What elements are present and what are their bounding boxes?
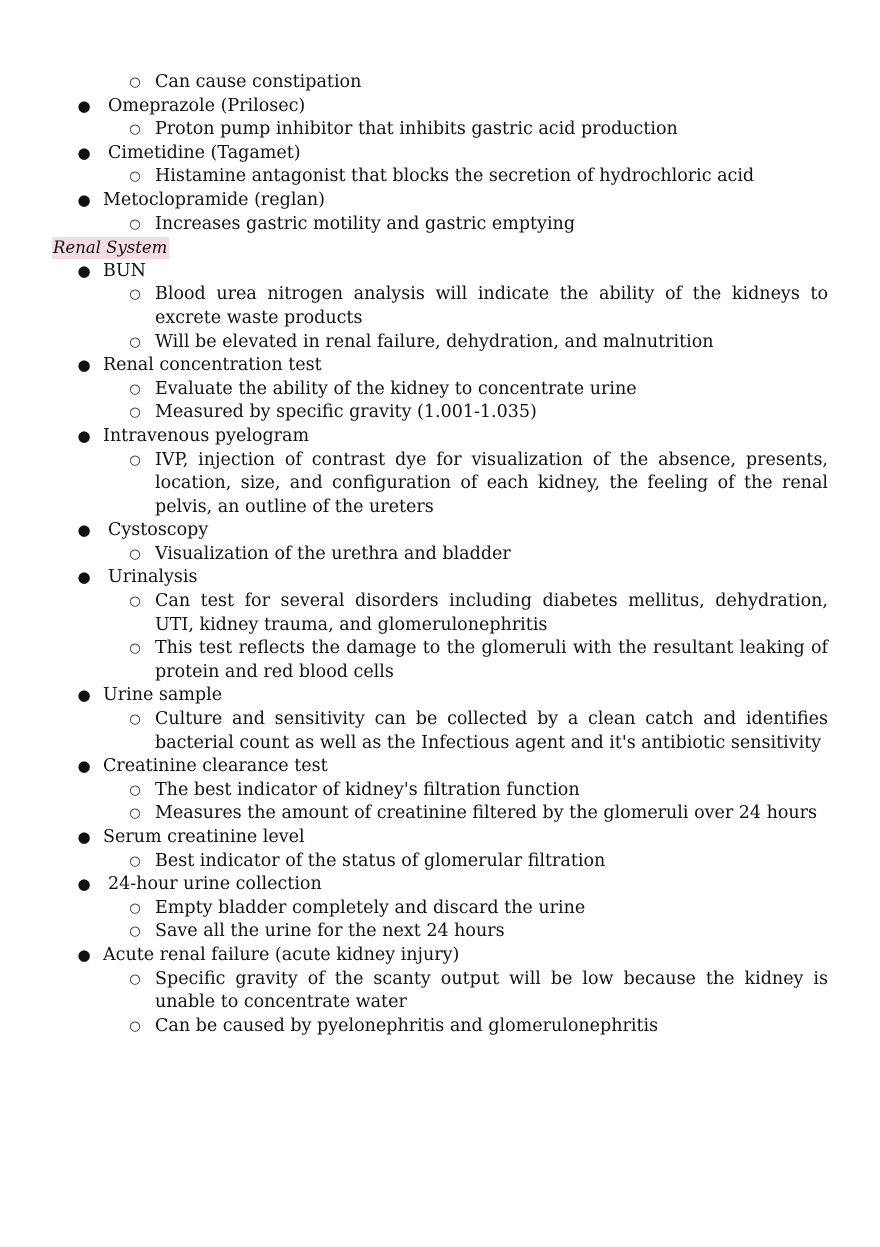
bullet-text: Cimetidine (Tagamet) (108, 142, 301, 163)
filled-bullet-icon: ● (77, 261, 91, 280)
sub-bullet-item (0, 165, 880, 189)
sub-bullet-text: Culture and sensitivity can be collected by a clean catch and identifies bacterial count as well as the Infectious agent and it's antibiotic sensitivity (155, 709, 828, 753)
sub-bullet-text: IVP, injection of contrast dye for visualization of the absence, presents, location, size, and configuration of each kidney, the feeling of the renal pelvis, an outline of the ureters (155, 449, 828, 517)
document-page (0, 71, 880, 1038)
hollow-bullet-icon: ○ (129, 924, 141, 940)
sub-bullet-text: Can cause constipation (155, 72, 362, 92)
bullet-item (0, 873, 880, 897)
sub-bullet-item (0, 378, 880, 402)
filled-bullet-icon: ● (77, 190, 91, 209)
hollow-bullet-icon: ○ (129, 546, 141, 562)
bullet-item (0, 354, 880, 378)
filled-bullet-icon: ● (77, 426, 91, 445)
filled-bullet-icon: ● (77, 96, 91, 115)
bullet-item (0, 95, 880, 119)
sub-bullet-item (0, 118, 880, 142)
bullet-text: Renal concentration test (103, 355, 322, 376)
section-heading-text: Renal System (53, 238, 168, 258)
sub-bullet-text: Can be caused by pyelonephritis and glomerulonephritis (155, 1015, 659, 1036)
hollow-bullet-icon: ○ (129, 334, 141, 350)
filled-bullet-icon: ● (77, 143, 91, 162)
bullet-text: BUN (103, 260, 146, 281)
sub-bullet-text: Will be elevated in renal failure, dehydration, and malnutrition (155, 331, 714, 352)
sub-bullet-item (0, 213, 880, 237)
sub-bullet-item (0, 283, 880, 330)
hollow-bullet-icon: ○ (129, 806, 141, 822)
hollow-bullet-icon: ○ (129, 641, 141, 657)
bullet-text: Intravenous pyelogram (103, 425, 310, 446)
filled-bullet-icon: ● (77, 356, 91, 375)
hollow-bullet-icon: ○ (129, 712, 141, 728)
section-heading (0, 236, 880, 260)
sub-bullet-text: Blood urea nitrogen analysis will indicate the ability of the kidneys to excrete waste products (155, 284, 828, 328)
bullet-item (0, 566, 880, 590)
sub-bullet-item (0, 401, 880, 425)
sub-bullet-text: Evaluate the ability of the kidney to concentrate urine (155, 378, 637, 399)
bullet-item (0, 189, 880, 213)
bullet-item (0, 684, 880, 708)
sub-bullet-text: Specific gravity of the scanty output will be low because the kidney is unable to concentrate water (155, 968, 828, 1013)
bullet-text: Urinalysis (108, 567, 198, 588)
sub-bullet-item (0, 779, 880, 803)
hollow-bullet-icon: ○ (129, 853, 141, 869)
sub-bullet-item (0, 331, 880, 355)
hollow-bullet-icon: ○ (129, 169, 141, 185)
hollow-bullet-icon: ○ (129, 122, 141, 138)
bullet-text: Cystoscopy (108, 520, 209, 541)
sub-bullet-item (0, 590, 880, 637)
filled-bullet-icon: ● (77, 828, 91, 847)
hollow-bullet-icon: ○ (129, 75, 141, 90)
hollow-bullet-icon: ○ (129, 405, 141, 421)
hollow-bullet-icon: ○ (129, 452, 141, 468)
sub-bullet-item (0, 802, 880, 826)
sub-bullet-text: Measures the amount of creatinine filtered by the glomeruli over 24 hours (155, 803, 818, 824)
sub-bullet-text: Empty bladder completely and discard the urine (155, 897, 586, 918)
filled-bullet-icon: ● (77, 875, 91, 894)
hollow-bullet-icon: ○ (129, 287, 141, 303)
bullet-text: Creatinine clearance test (103, 756, 328, 777)
filled-bullet-icon: ● (77, 568, 91, 587)
sub-bullet-item (0, 968, 880, 1015)
sub-bullet-item (0, 850, 880, 874)
sub-bullet-text: Best indicator of the status of glomerular filtration (155, 850, 606, 871)
sub-bullet-text: Measured by specific gravity (1.001-1.035) (155, 402, 537, 423)
bullet-item (0, 425, 880, 449)
hollow-bullet-icon: ○ (129, 971, 141, 987)
sub-bullet-text: Proton pump inhibitor that inhibits gastric acid production (155, 119, 678, 140)
sub-bullet-text: Visualization of the urethra and bladder (155, 543, 511, 564)
bullet-text: Omeprazole (Prilosec) (108, 95, 306, 116)
bullet-item (0, 826, 880, 850)
sub-bullet-item (0, 449, 880, 520)
sub-bullet-text: This test reflects the damage to the glomeruli with the resultant leaking of protein and red blood cells (155, 638, 828, 682)
filled-bullet-icon: ● (77, 757, 91, 776)
filled-bullet-icon: ● (77, 686, 91, 705)
sub-bullet-text: Increases gastric motility and gastric emptying (155, 213, 576, 234)
bullet-text: Acute renal failure (acute kidney injury) (103, 944, 460, 965)
bullet-item (0, 260, 880, 284)
sub-bullet-text: Can test for several disorders including diabetes mellitus, dehydration, UTI, kidney trauma, and glomerulonephritis (155, 591, 828, 635)
sub-bullet-item (0, 71, 880, 95)
sub-bullet-item (0, 708, 880, 755)
hollow-bullet-icon: ○ (129, 782, 141, 798)
bullet-text: Metoclopramide (reglan) (103, 189, 325, 210)
bullet-item (0, 142, 880, 166)
sub-bullet-item (0, 1015, 880, 1039)
hollow-bullet-icon: ○ (129, 900, 141, 916)
hollow-bullet-icon: ○ (129, 381, 141, 397)
sub-bullet-text: Histamine antagonist that blocks the secretion of hydrochloric acid (155, 166, 755, 187)
sub-bullet-item (0, 897, 880, 921)
bullet-text: Urine sample (103, 685, 223, 706)
sub-bullet-item (0, 920, 880, 944)
hollow-bullet-icon: ○ (129, 216, 141, 232)
filled-bullet-icon: ● (77, 521, 91, 540)
filled-bullet-icon: ● (77, 945, 91, 964)
sub-bullet-item (0, 543, 880, 567)
bullet-text: Serum creatinine level (103, 827, 305, 848)
sub-bullet-text: Save all the urine for the next 24 hours (155, 921, 505, 942)
bullet-item (0, 519, 880, 543)
sub-bullet-text: The best indicator of kidney's filtration function (155, 779, 580, 800)
hollow-bullet-icon: ○ (129, 1018, 141, 1034)
sub-bullet-item (0, 637, 880, 684)
bullet-text: 24-hour urine collection (108, 874, 322, 895)
bullet-item (0, 944, 880, 968)
hollow-bullet-icon: ○ (129, 594, 141, 610)
bullet-item (0, 755, 880, 779)
